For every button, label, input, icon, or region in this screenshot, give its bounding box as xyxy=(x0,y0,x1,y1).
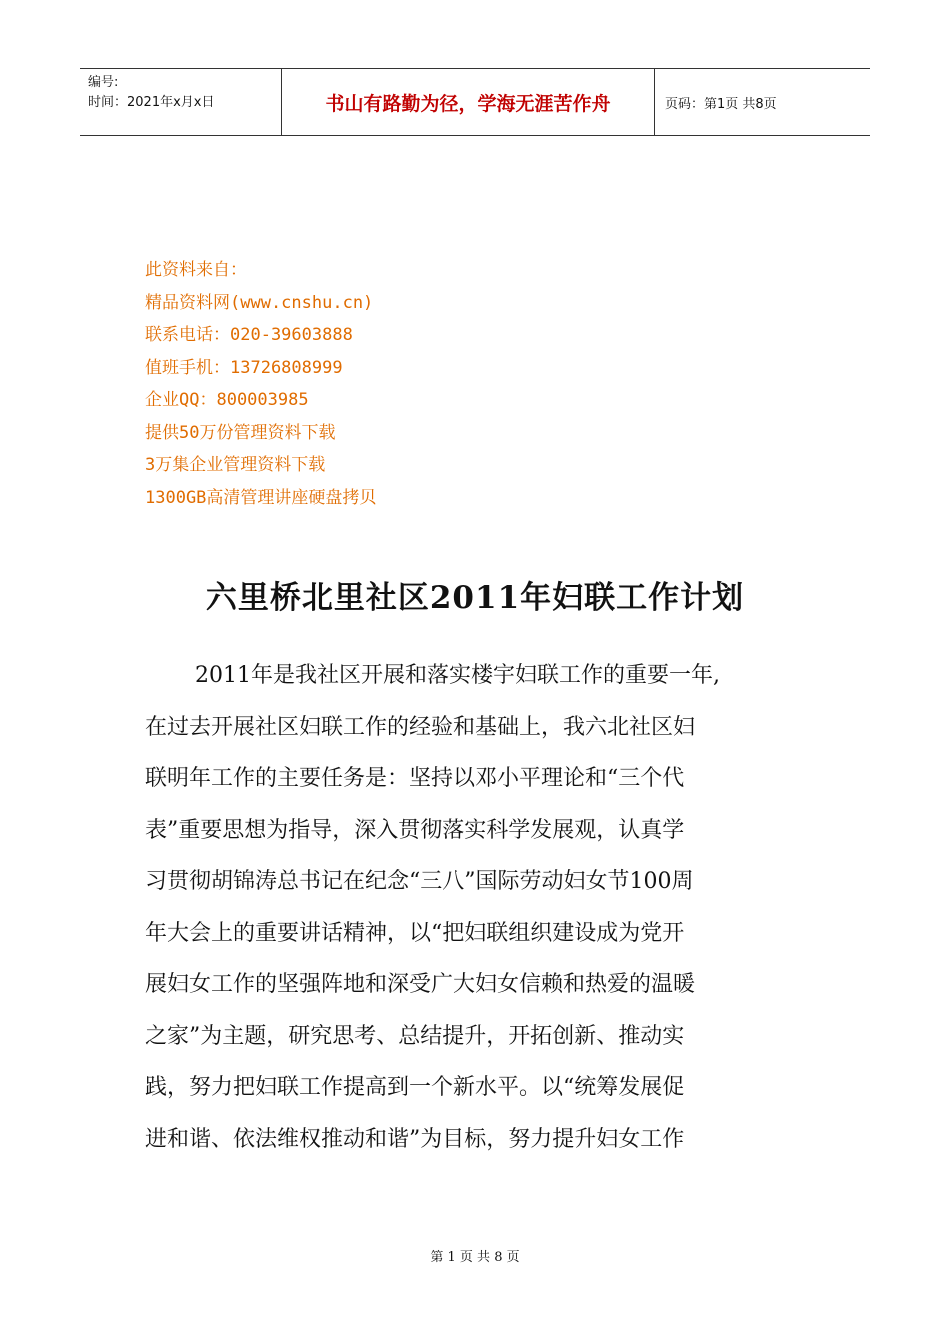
body-line: 践，努力把妇联工作提高到一个新水平。以“统筹发展促 xyxy=(145,1075,685,1100)
source-line: 值班手机：13726808999 xyxy=(145,357,343,378)
motto: 书山有路勤为径，学海无涯苦作舟 xyxy=(282,69,655,135)
body-line: 在过去开展社区妇联工作的经验和基础上，我六北社区妇 xyxy=(145,714,696,740)
page-footer: 第 1 页 共 8 页 xyxy=(430,1250,520,1265)
body-line: 联明年工作的主要任务是：坚持以邓小平理论和“三个代 xyxy=(145,766,685,791)
body-line: 习贯彻胡锦涛总书记在纪念“三八”国际劳动妇女节100周 xyxy=(145,869,694,894)
body-line: 表”重要思想为指导，深入贯彻落实科学发展观，认真学 xyxy=(145,817,685,843)
source-line: 提供50万份管理资料下载 xyxy=(145,422,336,443)
number-label: 编号: xyxy=(88,75,119,90)
source-line: 此资料来自： xyxy=(145,260,247,280)
time-label: 时间：2021年x月x日 xyxy=(88,95,215,110)
source-line: 1300GB高清管理讲座硬盘拷贝 xyxy=(145,487,377,508)
body-paragraph xyxy=(145,650,805,1165)
source-line: 精品资料网(www.cnshu.cn) xyxy=(145,292,374,313)
header-table xyxy=(80,68,870,136)
source-line: 3万集企业管理资料下载 xyxy=(145,455,326,475)
document-title: 六里桥北里社区2011年妇联工作计划 xyxy=(205,580,745,616)
body-line: 2011年是我社区开展和落实楼宇妇联工作的重要一年, xyxy=(195,663,720,688)
page-info: 页码：第1页 共8页 xyxy=(665,96,777,112)
body-line: 进和谐、依法维权推动和谐”为目标，努力提升妇女工作 xyxy=(145,1126,685,1152)
source-line: 联系电话：020-39603888 xyxy=(145,325,353,345)
body-line: 展妇女工作的坚强阵地和深受广大妇女信赖和热爱的温暖 xyxy=(145,972,696,997)
source-info xyxy=(145,254,376,514)
header-meta-cell xyxy=(80,69,282,135)
source-line: 企业QQ：800003985 xyxy=(145,390,309,410)
body-line: 之家”为主题，研究思考、总结提升，开拓创新、推动实 xyxy=(145,1023,685,1049)
body-line: 年大会上的重要讲话精神，以“把妇联组织建设成为党开 xyxy=(145,920,685,946)
